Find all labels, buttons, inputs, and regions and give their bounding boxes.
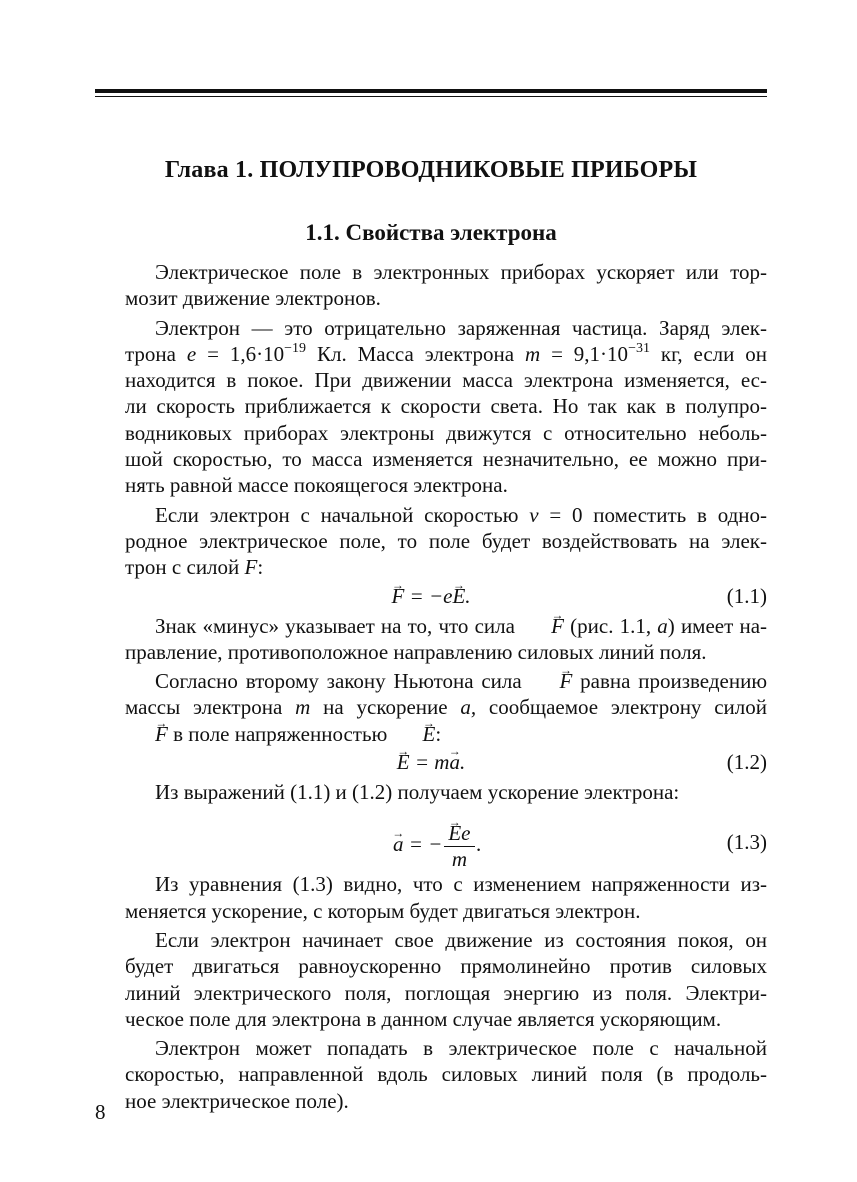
section-title: 1.1. Свойства электрона [305,220,557,245]
equation-1-2: → E = m→ a. (1.2) [95,747,767,779]
equation-1-1: → F = −e→ E. (1.1) [95,581,767,613]
equation-number: (1.2) [726,750,767,775]
body-text [95,259,767,1114]
header-rule-thin [95,96,767,97]
page-number: 8 [95,1100,106,1124]
paragraph-5: Согласно второму закону Ньютона сила → F равна произведению массы электрона m на ускорение a, сообщаемое электрону силой → F в поле напряженностью → E: [95,668,767,747]
equation-number: (1.3) [726,830,767,855]
paragraph-4: Знак «минус» указывает на то, что сила → F (рис. 1.1, а) имеет на- правление, противоположное направлению силовых линий поля. [95,613,767,666]
equation-number: (1.1) [726,583,767,608]
paragraph-7: Из уравнения (1.3) видно, что с изменением напряженности из- меняется ускорение, с которым будет двигаться электрон. [125,872,767,923]
chapter-title: Глава 1. ПОЛУПРОВОДНИКОВЫЕ ПРИБОРЫ [164,157,698,183]
charge-mass-line: трона $e = 1,6\cdot 10^{-19}$ Кл. Масса электрона $m = 9,1\cdot 10^{-31}$ кг, если он [125,340,768,366]
paragraph-9: Электрон может попадать в электрическое поле с начальной скоростью, направленной вдоль силовых линий поля (в продоль- ное электрическое поле). [125,1036,767,1113]
paragraph-6: Из выражений (1.1) и (1.2) получаем ускорение электрона: [155,780,680,805]
paragraph-3: Если электрон с начальной скоростью v = 0 поместить в одно- родное электрическое поле, то поле будет воздействовать на элек- трон с силой F: [125,502,768,580]
paragraph-1: Электрическое поле в электронных приборах ускоряет или тор- мозит движение электронов. [125,260,767,311]
header-rule-thick [95,89,767,93]
paragraph-2: Электрон — это отрицательно заряженная частица. Заряд элек- трона $e = 1,6\cdot 10^{-19}$ Кл. Масса электрона $m = 9,1\cdot 10^{-31}$ кг, если он находится в покое. При движении масса электрона изменяется, ес- ли скорость приближается к скорости света. Но так как в полупро- водниковых приборах электроны движутся с относительно неболь- шой скоростью, то масса изменяется незначительно, ее можно при- нять равной массе покоящегося электрона. [95,315,767,499]
equation-1-3: → a = − → $\frac{Ee}{m}$ . (1.3) [95,811,767,871]
paragraph-8: Если электрон начинает свое движение из состояния покоя, он будет двигаться равноускоренно прямолинейно против силовых линий электрического поля, поглощая энергию из поля. Электри- ческое поле для электрона в данном случае является ускоряющим. [125,927,767,1031]
fraction: → $\frac{Ee}{m}$ [444,821,474,871]
